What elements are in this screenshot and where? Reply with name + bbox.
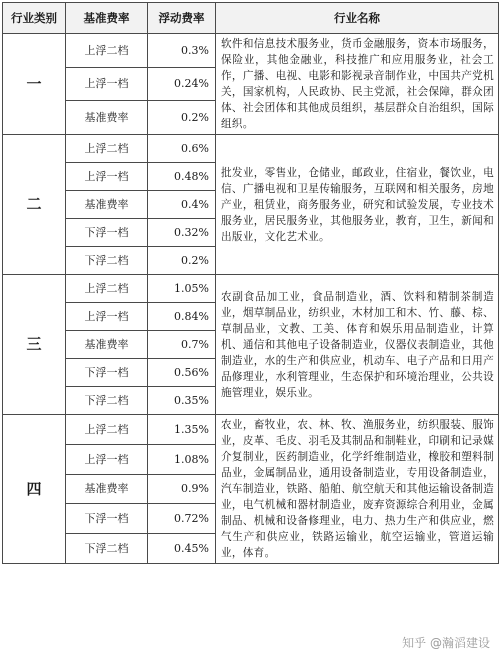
rate-cell: 0.6%	[148, 135, 216, 163]
rate-cell: 1.05%	[148, 275, 216, 303]
table-row	[3, 135, 499, 163]
rate-cell: 0.24%	[148, 67, 216, 101]
table-row	[3, 34, 499, 68]
category-label: 四	[3, 415, 66, 564]
rate-cell: 1.08%	[148, 444, 216, 474]
tier-cell: 上浮一档	[66, 163, 148, 191]
header-rate: 浮动费率	[148, 3, 216, 34]
header-row	[3, 3, 499, 34]
industry-list: 农业，畜牧业，农、林、牧、渔服务业，纺织服装、服饰业，皮革、毛皮、羽毛及其制品和制鞋业，印刷和记录媒介复制业，医药制造业，化学纤维制造业，橡胶和塑料制品业，金属制品业，通用设备制造业，专用设备制造业，汽车制造业，铁路、船舶、航空航天和其他运输设备制造业，电气机械和器材制造业，废弃资源综合利用业，金属制品、机械和设备修理业，电力、热力生产和供应业，燃气生产和供应业，铁路运输业，航空运输业，管道运输业，体育。	[216, 415, 499, 564]
industry-list: 批发业，零售业，仓储业，邮政业，住宿业，餐饮业，电信、广播电视和卫星传输服务，互联网和相关服务，房地产业，租赁业，商务服务业，研究和试验发展，专业技术服务业，居民服务业，其他服务业，教育，卫生，新闻和出版业，文化艺术业。	[216, 135, 499, 275]
rate-cell: 0.35%	[148, 387, 216, 415]
header-category: 行业类别	[3, 3, 66, 34]
tier-cell: 上浮二档	[66, 34, 148, 68]
tier-cell: 下浮一档	[66, 359, 148, 387]
table-row	[3, 415, 499, 445]
table-row	[3, 275, 499, 303]
rate-cell: 0.48%	[148, 163, 216, 191]
rate-cell: 0.32%	[148, 219, 216, 247]
tier-cell: 基准费率	[66, 474, 148, 504]
rate-cell: 0.4%	[148, 191, 216, 219]
rate-cell: 0.45%	[148, 534, 216, 564]
tier-cell: 基准费率	[66, 191, 148, 219]
tier-cell: 上浮一档	[66, 444, 148, 474]
rate-cell: 0.7%	[148, 331, 216, 359]
tier-cell: 下浮一档	[66, 504, 148, 534]
tier-cell: 上浮一档	[66, 303, 148, 331]
rate-cell: 0.84%	[148, 303, 216, 331]
tier-cell: 上浮二档	[66, 415, 148, 445]
watermark-text: 知乎 @瀚滔建设	[402, 636, 490, 650]
header-tier: 基准费率	[66, 3, 148, 34]
tier-cell: 上浮二档	[66, 135, 148, 163]
tier-cell: 上浮一档	[66, 67, 148, 101]
category-label: 二	[3, 135, 66, 275]
tier-cell: 下浮二档	[66, 534, 148, 564]
rate-cell: 0.72%	[148, 504, 216, 534]
tier-cell: 上浮二档	[66, 275, 148, 303]
category-label: 三	[3, 275, 66, 415]
rate-cell: 0.56%	[148, 359, 216, 387]
industry-list: 农副食品加工业，食品制造业，酒、饮料和精制茶制造业，烟草制品业，纺织业，木材加工和木、竹、藤、棕、草制品业，文教、工美、体育和娱乐用品制造业，计算机、通信和其他电子设备制造业，仪器仪表制造业，其他制造业，水的生产和供应业，机动车、电子产品和日用产品修理业，水利管理业，生态保护和环境治理业，公共设施管理业，娱乐业。	[216, 275, 499, 415]
rate-cell: 0.9%	[148, 474, 216, 504]
rate-cell: 1.35%	[148, 415, 216, 445]
tier-cell: 基准费率	[66, 331, 148, 359]
header-industry: 行业名称	[216, 3, 499, 34]
rate-cell: 0.3%	[148, 34, 216, 68]
watermark	[402, 634, 490, 651]
tier-cell: 基准费率	[66, 101, 148, 135]
tier-cell: 下浮二档	[66, 387, 148, 415]
rate-cell: 0.2%	[148, 247, 216, 275]
rate-cell: 0.2%	[148, 101, 216, 135]
tier-cell: 下浮一档	[66, 219, 148, 247]
category-label: 一	[3, 34, 66, 135]
rate-table	[2, 2, 499, 564]
tier-cell: 下浮二档	[66, 247, 148, 275]
industry-list: 软件和信息技术服务业，货币金融服务，资本市场服务，保险业，其他金融业，科技推广和应用服务业，社会工作，广播、电视、电影和影视录音制作业，中国共产党机关，国家机构，人民政协、民主党派，社会保障，群众团体、社会团体和其他成员组织，基层群众自治组织，国际组织。	[216, 34, 499, 135]
